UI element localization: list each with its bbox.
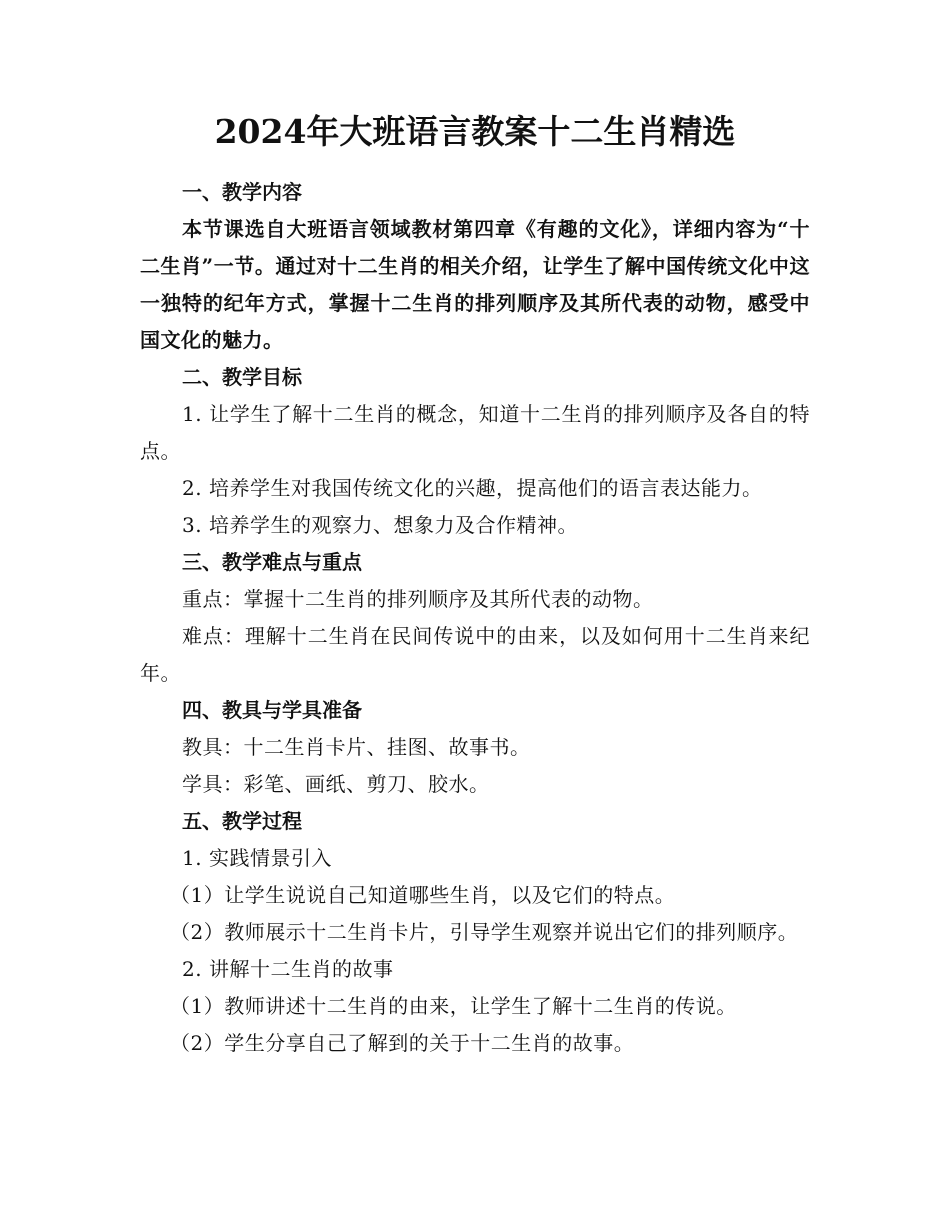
paragraph: （1）让学生说说自己知道哪些生肖，以及它们的特点。 [170,883,676,907]
paragraph: 难点：理解十二生肖在民间传说中的由来，以及如何用十二生肖来纪年。 [140,624,810,685]
section-heading: 一、教学内容 [182,180,302,204]
paragraph: 2. 讲解十二生肖的故事 [182,957,394,981]
paragraph: （1）教师讲述十二生肖的由来，让学生了解十二生肖的传说。 [170,994,737,1018]
paragraph: （2）学生分享自己了解到的关于十二生肖的故事。 [170,1031,635,1055]
paragraph: 学具：彩笔、画纸、剪刀、胶水。 [182,772,490,796]
paragraph: 1. 让学生了解十二生肖的概念，知道十二生肖的排列顺序及各自的特点。 [140,402,810,463]
paragraph: 教具：十二生肖卡片、挂图、故事书。 [182,735,531,759]
document-title: 2024年大班语言教案十二生肖精选 [214,112,736,151]
section-heading: 二、教学目标 [182,365,302,389]
paragraph: （2）教师展示十二生肖卡片，引导学生观察并说出它们的排列顺序。 [170,920,799,944]
paragraph: 3. 培养学生的观察力、想象力及合作精神。 [182,513,578,537]
paragraph: 重点：掌握十二生肖的排列顺序及其所代表的动物。 [182,587,654,611]
section-heading: 四、教具与学具准备 [182,698,362,722]
section-heading: 五、教学过程 [182,809,302,833]
paragraph: 1. 实践情景引入 [182,846,332,870]
paragraph: 2. 培养学生对我国传统文化的兴趣，提高他们的语言表达能力。 [182,476,763,500]
section-heading: 三、教学难点与重点 [182,550,362,574]
paragraph: 本节课选自大班语言领域教材第四章《有趣的文化》，详细内容为“十二生肖”一节。通过对十二生肖的相关介绍，让学生了解中国传统文化中这一独特的纪年方式，掌握十二生肖的排列顺序及其所代表的动物，感受中国文化的魅力。 [140,217,810,352]
